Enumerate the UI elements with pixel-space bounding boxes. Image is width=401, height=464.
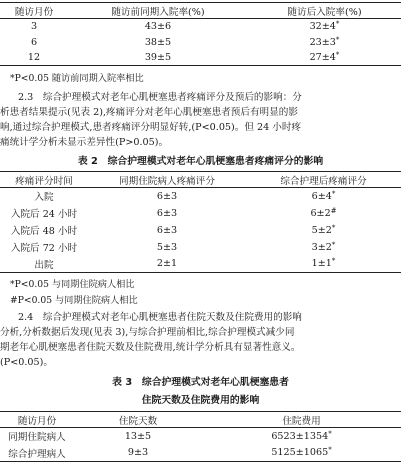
- paragraph-line: 分析,分析数据后发现(见表 3),与综合护理前相比,综合护理模式减少同: [0, 327, 295, 338]
- table-3: [0, 411, 401, 462]
- table-cell: 2±1: [156, 258, 178, 270]
- significance-mark: *: [335, 20, 340, 29]
- table-1-header-month: 随访月份: [14, 6, 54, 18]
- table-cell: 12: [27, 51, 41, 63]
- paragraph-line: 痛统计学分析未显示差异性(P>0.05)。: [0, 137, 169, 148]
- table-1-header-after: 随访后入院率(%): [287, 6, 362, 18]
- significance-mark: *: [331, 189, 336, 198]
- table-cell: 5±3: [156, 241, 178, 253]
- significance-mark: *: [328, 446, 332, 455]
- significance-mark: *: [331, 257, 336, 266]
- table-cell: 6: [30, 36, 38, 48]
- cell-value: 1±1: [311, 258, 332, 270]
- table-1-note: *P<0.05 随访前同期入院率相比: [10, 73, 144, 84]
- table-cell: 同期住院病人: [8, 432, 66, 444]
- table-row: [0, 35, 401, 50]
- significance-mark: *: [335, 50, 340, 59]
- table-row: [0, 50, 401, 66]
- table-2-note-hash: #P<0.05 与同期住院病人相比: [10, 295, 138, 306]
- significance-mark: *: [328, 429, 332, 438]
- table-row: [0, 445, 401, 462]
- table-cell: 入院后 24 小时: [10, 209, 78, 220]
- table-cell: [248, 19, 401, 35]
- table-cell: [202, 445, 401, 462]
- table-cell: 入院: [34, 192, 54, 204]
- table-3-header-cost: 住院费用: [282, 415, 321, 427]
- cell-value: 5±2: [311, 224, 332, 236]
- table-cell: [246, 256, 401, 273]
- table-2-header-time: 疼痛评分时间: [15, 175, 73, 187]
- table-cell: [246, 205, 401, 222]
- table-2-note-star: *P<0.05 与同期住院病人相比: [10, 279, 135, 290]
- paragraph-line: 析患者结果提示(见表 2),疼痛评分对老年心肌梗塞患者预后有明显的影: [0, 107, 298, 118]
- table-3-header-month: 随访月份: [17, 415, 57, 427]
- table-cell: 6±3: [156, 224, 178, 236]
- table-2-header-control: 同期住院病人疼痛评分: [119, 175, 215, 187]
- table-row: [0, 256, 401, 273]
- table-cell: 综合护理病人: [8, 448, 66, 460]
- table-3-caption-line2: 住院天数及住院费用的影响: [141, 395, 260, 406]
- table-cell: 6±3: [156, 207, 178, 219]
- cell-value: 6±2: [310, 207, 331, 219]
- table-cell: [246, 188, 401, 205]
- section-2-3-paragraph: [0, 90, 401, 150]
- table-cell: 38±5: [144, 36, 172, 48]
- cell-value: 5125±1065: [271, 447, 329, 459]
- table-row: [0, 428, 401, 445]
- table-2-header-care: 综合护理后疼痛评分: [280, 175, 367, 187]
- table-row: [0, 188, 401, 205]
- cell-value: 27±4: [309, 51, 336, 63]
- table-2-header-row: [0, 172, 401, 188]
- cell-value: 23±3: [309, 36, 336, 48]
- paragraph-line: 期老年心肌梗塞患者住院天数及住院费用,统计学分析具有显著性意义。: [0, 342, 301, 353]
- table-row: [0, 205, 401, 222]
- table-cell: [246, 239, 401, 256]
- table-1: [0, 2, 401, 66]
- table-row: [0, 19, 401, 35]
- table-row: [0, 222, 401, 239]
- significance-mark: *: [331, 240, 336, 249]
- table-cell: [248, 50, 401, 66]
- table-1-header-before: 随访前同期入院率(%): [111, 6, 205, 18]
- table-3-header-days: 住院天数: [118, 415, 158, 427]
- table-cell: 43±6: [144, 21, 172, 33]
- table-2-caption: 表 2 综合护理模式对老年心肌梗塞患者疼痛评分的影响: [77, 156, 324, 167]
- cell-value: 32±4: [309, 21, 336, 33]
- table-1-header-row: [0, 3, 401, 19]
- table-cell: 6±3: [156, 190, 178, 202]
- significance-mark: *: [331, 223, 336, 232]
- table-cell: [202, 428, 401, 445]
- significance-mark: *: [335, 35, 340, 44]
- table-3-caption-line1: 表 3 综合护理模式对老年心肌梗塞患者: [112, 377, 289, 388]
- cell-value: 6523±1354: [271, 430, 329, 442]
- table-cell: 入院后 72 小时: [10, 243, 78, 254]
- cell-value: 6±4: [311, 190, 332, 202]
- table-cell: 3: [30, 21, 38, 33]
- table-2: [0, 171, 401, 273]
- table-cell: 13±5: [124, 430, 152, 442]
- cell-value: 3±2: [311, 241, 332, 253]
- table-cell: [246, 222, 401, 239]
- table-cell: 出院: [34, 259, 54, 271]
- paragraph-line: 2.3 综合护理模式对老年心肌梗塞患者疼痛评分及预后的影响：分: [18, 92, 302, 103]
- table-cell: 39±5: [144, 51, 172, 63]
- paragraph-line: 响,通过综合护理模式,患者疼痛评分明显好转,(P<0.05)。但 24 小时疼: [0, 122, 302, 133]
- section-2-4-paragraph: [0, 310, 401, 370]
- table-cell: 入院后 48 小时: [10, 226, 78, 237]
- paragraph-line: (P<0.05)。: [0, 357, 53, 368]
- table-cell: 9±3: [127, 447, 149, 459]
- paragraph-line: 2.4 综合护理模式对老年心肌梗塞患者住院天数及住院费用的影响: [18, 312, 302, 323]
- table-3-header-row: [0, 412, 401, 428]
- table-cell: [248, 35, 401, 50]
- table-row: [0, 239, 401, 256]
- significance-mark: #: [330, 206, 337, 215]
